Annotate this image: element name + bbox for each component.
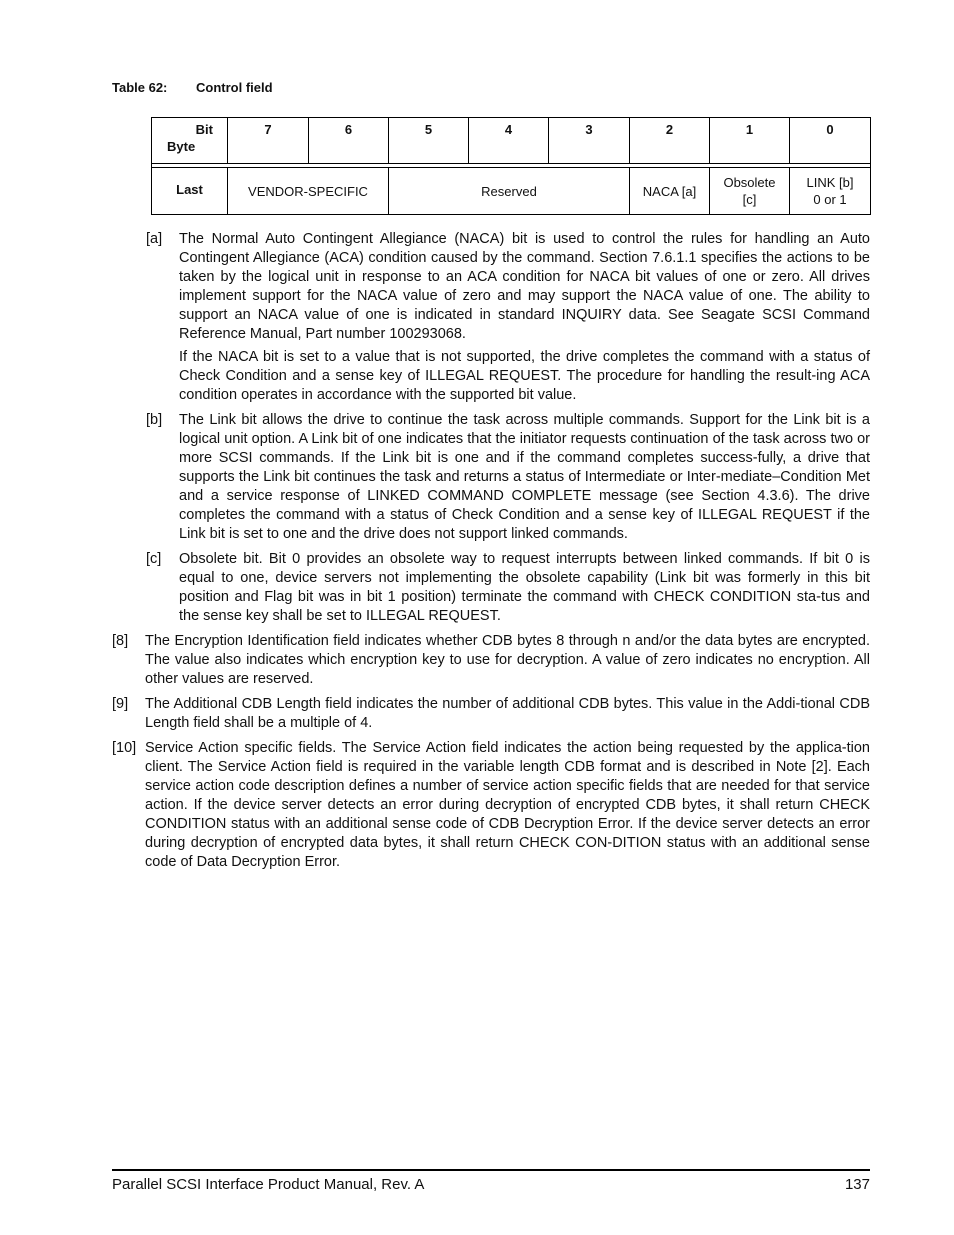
bit-header-cell: 5 xyxy=(389,118,469,164)
note-tag: [b] xyxy=(146,412,163,428)
vendor-specific-cell: VENDOR-SPECIFIC xyxy=(228,168,389,215)
bit-header-cell: 2 xyxy=(630,118,710,164)
note-paragraph: Obsolete bit. Bit 0 provides an obsolete way to request interrupts between linked commands. If bit 0 is equal to one, device servers not implementing the obsolete capability (Link bit was formerly in this bit position and Flag bit was in bit 1 position) terminate the command with CHECK CONDITION sta-tus and the sense key shall be set to ILLEGAL REQUEST. xyxy=(179,551,870,624)
naca-cell: NACA [a] xyxy=(630,168,710,215)
note-c xyxy=(112,550,870,626)
note-paragraph: The Encryption Identification field indicates whether CDB bytes 8 through n and/or the data bytes are encrypted. The value also indicates which encryption key to use for decryption. A value of zero indicates no encryption. All other values are reserved. xyxy=(145,633,870,687)
bit-header-cell: 4 xyxy=(469,118,549,164)
byte-label-cell: Last xyxy=(152,168,228,215)
bit-header-cell: 3 xyxy=(549,118,630,164)
notes-section xyxy=(112,230,870,872)
corner-bit-label: Bit xyxy=(195,122,213,137)
table-header-row xyxy=(152,118,871,164)
note-paragraph: Service Action specific fields. The Service Action field indicates the action being requested by the applica-tion client. The Service Action field is required in the variable length CDB format and is described in Note [2]. Each service action code description defines a number of service action specific fields that are needed for that service action. If the device server detects an error during decryption of encrypted CDB bytes, it shall return CHECK CONDITION status with an additional sense code of CDB Decryption Error. If the device server detects an error during decryption of encrypted data bytes, it shall return CHECK CON-DITION status with an additional sense code of Data Decryption Error. xyxy=(145,740,870,870)
note-a xyxy=(112,230,870,405)
note-paragraph: If the NACA bit is set to a value that is not supported, the drive completes the command with a status of Check Condition and a sense key of ILLEGAL REQUEST. The procedure for handling the result-ing ACA condition operates in accordance with the supported bit value. xyxy=(179,349,870,403)
table-caption xyxy=(112,80,273,95)
note-10 xyxy=(112,739,870,872)
note-paragraph: The Normal Auto Contingent Allegiance (NACA) bit is used to control the rules for handling an Auto Contingent Allegiance (ACA) condition caused by the command. Section 7.6.1.1 specifies the actions to be taken by the logical unit in response to an ACA condition for NACA bit values of one or zero. All drives implement support for the NACA value of zero and may support the NACA value of one. The ability to support an NACA value of one is indicated in standard INQUIRY data. See Seagate SCSI Command Reference Manual, Part number 100293068. xyxy=(179,231,870,342)
note-paragraph: The Additional CDB Length field indicates the number of additional CDB bytes. This value in the Addi-tional CDB Length field shall be a multiple of 4. xyxy=(145,696,870,731)
page-number: 137 xyxy=(844,1176,870,1193)
bit-header-cell: 7 xyxy=(228,118,309,164)
table-row xyxy=(152,168,871,215)
corner-byte-label: Byte xyxy=(167,139,196,154)
note-tag: [9] xyxy=(112,696,129,712)
obsolete-cell: Obsolete [c] xyxy=(710,168,790,215)
bit-header-cell: 6 xyxy=(309,118,389,164)
note-tag: [a] xyxy=(146,231,163,247)
table-number: Table 62: xyxy=(112,80,168,95)
link-cell: LINK [b] 0 or 1 xyxy=(790,168,871,215)
bit-header-cell: 1 xyxy=(710,118,790,164)
bit-byte-corner-cell xyxy=(152,118,228,164)
note-tag: [8] xyxy=(112,633,129,649)
footer-rule xyxy=(112,1169,870,1171)
note-paragraph: The Link bit allows the drive to continue the task across multiple commands. Support for the Link bit is a logical unit option. A Link bit of one indicates that the initiator requests continuation of the task across two or more SCSI commands. If the Link bit is one and if the command completes success-fully, a drive that supports the Link bit continues the task and returns a status of Intermediate or Inter-mediate–Condition Met and a service response of LINKED COMMAND COMPLETE message (see Section 4.3.6). The drive completes the command with a status of Check Condition and a sense key of ILLEGAL REQUEST if the Link bit is set to one and the drive does not support linked commands. xyxy=(179,412,870,542)
note-tag: [10] xyxy=(112,740,137,756)
reserved-cell: Reserved xyxy=(389,168,630,215)
note-9 xyxy=(112,695,870,733)
table-title: Control field xyxy=(196,80,273,95)
note-8 xyxy=(112,632,870,689)
footer-title: Parallel SCSI Interface Product Manual, Rev. A xyxy=(112,1176,425,1193)
note-tag: [c] xyxy=(146,551,162,567)
control-field-table xyxy=(151,117,871,215)
note-b xyxy=(112,411,870,544)
bit-header-cell: 0 xyxy=(790,118,871,164)
